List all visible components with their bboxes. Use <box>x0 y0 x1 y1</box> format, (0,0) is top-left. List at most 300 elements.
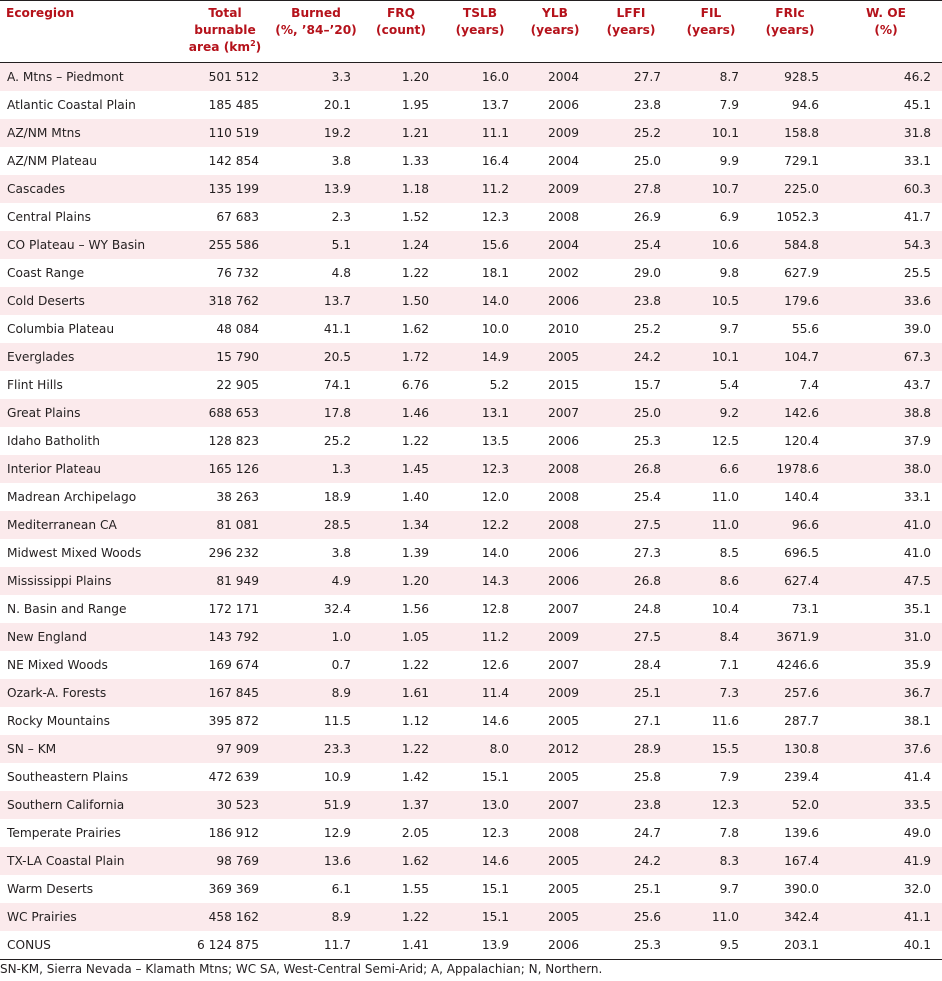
cell-fil: 10.7 <box>672 175 750 203</box>
cell-frq: 1.33 <box>362 147 440 175</box>
cell-ylb: 2009 <box>520 175 590 203</box>
cell-lffi: 25.2 <box>590 315 672 343</box>
cell-total-burnable-area: 30 523 <box>180 791 270 819</box>
cell-fil: 8.6 <box>672 567 750 595</box>
cell-ylb: 2005 <box>520 343 590 371</box>
column-header-line: FRQ <box>386 6 416 20</box>
column-header-w-oe <box>830 1 942 63</box>
cell-fil: 10.5 <box>672 287 750 315</box>
cell-fric: 627.9 <box>750 259 830 287</box>
cell-w-oe: 38.0 <box>830 455 942 483</box>
cell-burned-percent: 6.1 <box>270 875 362 903</box>
cell-fric: 139.6 <box>750 819 830 847</box>
cell-fil: 8.5 <box>672 539 750 567</box>
column-header-line: (years) <box>765 23 815 37</box>
cell-ecoregion: Cascades <box>0 175 180 203</box>
cell-w-oe: 32.0 <box>830 875 942 903</box>
cell-ylb: 2005 <box>520 763 590 791</box>
cell-ylb: 2008 <box>520 819 590 847</box>
cell-ecoregion: AZ/NM Plateau <box>0 147 180 175</box>
column-header-line: Total <box>208 6 242 20</box>
cell-fil: 9.2 <box>672 399 750 427</box>
cell-frq: 1.20 <box>362 63 440 92</box>
cell-w-oe: 43.7 <box>830 371 942 399</box>
table-row <box>0 623 942 651</box>
cell-tslb: 15.1 <box>440 763 520 791</box>
column-header-superscript: 2 <box>250 38 256 48</box>
cell-total-burnable-area: 143 792 <box>180 623 270 651</box>
table-body <box>0 63 942 960</box>
cell-fil: 11.0 <box>672 483 750 511</box>
column-header-line: (%) <box>874 23 898 37</box>
cell-w-oe: 38.1 <box>830 707 942 735</box>
cell-ylb: 2009 <box>520 679 590 707</box>
cell-fil: 15.5 <box>672 735 750 763</box>
cell-frq: 1.45 <box>362 455 440 483</box>
cell-frq: 1.41 <box>362 931 440 960</box>
cell-tslb: 12.3 <box>440 203 520 231</box>
cell-burned-percent: 8.9 <box>270 903 362 931</box>
cell-fric: 167.4 <box>750 847 830 875</box>
cell-fric: 225.0 <box>750 175 830 203</box>
cell-ylb: 2015 <box>520 371 590 399</box>
cell-fric: 142.6 <box>750 399 830 427</box>
table-row <box>0 455 942 483</box>
cell-w-oe: 33.1 <box>830 483 942 511</box>
column-header-line: LFFI <box>616 6 646 20</box>
cell-fric: 729.1 <box>750 147 830 175</box>
cell-frq: 1.39 <box>362 539 440 567</box>
cell-lffi: 24.2 <box>590 847 672 875</box>
cell-lffi: 24.7 <box>590 819 672 847</box>
cell-ecoregion: Great Plains <box>0 399 180 427</box>
cell-burned-percent: 20.5 <box>270 343 362 371</box>
cell-tslb: 13.9 <box>440 931 520 960</box>
column-header-ecoregion <box>0 1 180 63</box>
column-header-frq <box>362 1 440 63</box>
cell-ylb: 2002 <box>520 259 590 287</box>
cell-ylb: 2006 <box>520 91 590 119</box>
column-header-total-burnable-area <box>180 1 270 63</box>
cell-ylb: 2008 <box>520 483 590 511</box>
cell-fric: 94.6 <box>750 91 830 119</box>
column-header-line: burnable <box>194 23 256 37</box>
cell-tslb: 11.1 <box>440 119 520 147</box>
column-header-line: YLB <box>542 6 568 20</box>
cell-fric: 158.8 <box>750 119 830 147</box>
cell-ylb: 2008 <box>520 511 590 539</box>
cell-tslb: 14.3 <box>440 567 520 595</box>
cell-total-burnable-area: 81 081 <box>180 511 270 539</box>
cell-ylb: 2006 <box>520 539 590 567</box>
cell-tslb: 5.2 <box>440 371 520 399</box>
cell-w-oe: 47.5 <box>830 567 942 595</box>
cell-lffi: 15.7 <box>590 371 672 399</box>
cell-fric: 342.4 <box>750 903 830 931</box>
column-header-line: Burned <box>291 6 341 20</box>
cell-burned-percent: 13.9 <box>270 175 362 203</box>
cell-tslb: 12.8 <box>440 595 520 623</box>
cell-w-oe: 45.1 <box>830 91 942 119</box>
cell-total-burnable-area: 501 512 <box>180 63 270 92</box>
cell-frq: 1.22 <box>362 651 440 679</box>
cell-lffi: 27.8 <box>590 175 672 203</box>
cell-burned-percent: 4.9 <box>270 567 362 595</box>
table-row <box>0 903 942 931</box>
cell-w-oe: 41.9 <box>830 847 942 875</box>
cell-frq: 1.46 <box>362 399 440 427</box>
cell-ecoregion: Mediterranean CA <box>0 511 180 539</box>
cell-frq: 1.12 <box>362 707 440 735</box>
table-row <box>0 679 942 707</box>
cell-total-burnable-area: 110 519 <box>180 119 270 147</box>
cell-fil: 7.9 <box>672 763 750 791</box>
cell-tslb: 12.3 <box>440 819 520 847</box>
table-row <box>0 707 942 735</box>
cell-ecoregion: CO Plateau – WY Basin <box>0 231 180 259</box>
cell-ylb: 2005 <box>520 847 590 875</box>
cell-ylb: 2005 <box>520 707 590 735</box>
cell-fric: 4246.6 <box>750 651 830 679</box>
cell-total-burnable-area: 167 845 <box>180 679 270 707</box>
cell-tslb: 14.0 <box>440 287 520 315</box>
cell-burned-percent: 3.8 <box>270 147 362 175</box>
cell-ylb: 2006 <box>520 427 590 455</box>
cell-tslb: 11.2 <box>440 175 520 203</box>
cell-total-burnable-area: 318 762 <box>180 287 270 315</box>
column-header-suffix: ) <box>255 40 262 54</box>
cell-frq: 1.24 <box>362 231 440 259</box>
cell-frq: 1.21 <box>362 119 440 147</box>
column-header-line: Ecoregion <box>6 6 75 20</box>
cell-fric: 287.7 <box>750 707 830 735</box>
cell-ecoregion: WC Prairies <box>0 903 180 931</box>
cell-fric: 120.4 <box>750 427 830 455</box>
cell-fil: 9.7 <box>672 315 750 343</box>
cell-lffi: 25.0 <box>590 147 672 175</box>
column-header-line: (count) <box>376 23 426 37</box>
table-row <box>0 203 942 231</box>
cell-ylb: 2008 <box>520 203 590 231</box>
cell-tslb: 14.6 <box>440 847 520 875</box>
cell-lffi: 25.0 <box>590 399 672 427</box>
cell-tslb: 12.0 <box>440 483 520 511</box>
cell-ecoregion: Atlantic Coastal Plain <box>0 91 180 119</box>
column-header-line: (years) <box>455 23 505 37</box>
cell-tslb: 10.0 <box>440 315 520 343</box>
cell-lffi: 28.9 <box>590 735 672 763</box>
cell-ylb: 2008 <box>520 455 590 483</box>
cell-total-burnable-area: 165 126 <box>180 455 270 483</box>
cell-lffi: 26.9 <box>590 203 672 231</box>
cell-fric: 96.6 <box>750 511 830 539</box>
cell-w-oe: 38.8 <box>830 399 942 427</box>
cell-ecoregion: Southern California <box>0 791 180 819</box>
cell-total-burnable-area: 169 674 <box>180 651 270 679</box>
cell-w-oe: 40.1 <box>830 931 942 960</box>
cell-lffi: 26.8 <box>590 455 672 483</box>
cell-fric: 130.8 <box>750 735 830 763</box>
cell-total-burnable-area: 369 369 <box>180 875 270 903</box>
cell-lffi: 25.2 <box>590 119 672 147</box>
cell-ylb: 2010 <box>520 315 590 343</box>
cell-tslb: 11.2 <box>440 623 520 651</box>
cell-total-burnable-area: 15 790 <box>180 343 270 371</box>
table-row <box>0 847 942 875</box>
table-row <box>0 539 942 567</box>
cell-ylb: 2012 <box>520 735 590 763</box>
table-row <box>0 595 942 623</box>
table-row <box>0 763 942 791</box>
cell-ecoregion: N. Basin and Range <box>0 595 180 623</box>
cell-ylb: 2006 <box>520 287 590 315</box>
table-row <box>0 651 942 679</box>
cell-fil: 8.7 <box>672 63 750 92</box>
column-header-line: (years) <box>606 23 656 37</box>
cell-total-burnable-area: 185 485 <box>180 91 270 119</box>
cell-w-oe: 36.7 <box>830 679 942 707</box>
column-header-line: (%, ’84–’20) <box>275 23 357 37</box>
cell-lffi: 23.8 <box>590 791 672 819</box>
column-header-line: (years) <box>686 23 736 37</box>
cell-frq: 6.76 <box>362 371 440 399</box>
cell-tslb: 14.6 <box>440 707 520 735</box>
cell-fil: 9.9 <box>672 147 750 175</box>
cell-burned-percent: 11.5 <box>270 707 362 735</box>
cell-fric: 696.5 <box>750 539 830 567</box>
cell-total-burnable-area: 255 586 <box>180 231 270 259</box>
column-header-burned-percent <box>270 1 362 63</box>
cell-ecoregion: Warm Deserts <box>0 875 180 903</box>
table-row <box>0 147 942 175</box>
cell-frq: 1.22 <box>362 259 440 287</box>
column-header-tslb <box>440 1 520 63</box>
table-row <box>0 483 942 511</box>
table-row <box>0 91 942 119</box>
cell-fric: 390.0 <box>750 875 830 903</box>
cell-total-burnable-area: 48 084 <box>180 315 270 343</box>
cell-frq: 1.20 <box>362 567 440 595</box>
cell-ylb: 2005 <box>520 875 590 903</box>
cell-fil: 7.1 <box>672 651 750 679</box>
cell-ecoregion: Rocky Mountains <box>0 707 180 735</box>
cell-fil: 6.9 <box>672 203 750 231</box>
cell-fil: 9.8 <box>672 259 750 287</box>
cell-ylb: 2009 <box>520 119 590 147</box>
cell-ecoregion: Columbia Plateau <box>0 315 180 343</box>
cell-total-burnable-area: 296 232 <box>180 539 270 567</box>
table-row <box>0 231 942 259</box>
cell-lffi: 25.3 <box>590 931 672 960</box>
cell-fric: 3671.9 <box>750 623 830 651</box>
cell-tslb: 12.3 <box>440 455 520 483</box>
cell-fil: 10.4 <box>672 595 750 623</box>
cell-frq: 1.62 <box>362 847 440 875</box>
cell-tslb: 16.0 <box>440 63 520 92</box>
cell-w-oe: 31.8 <box>830 119 942 147</box>
cell-total-burnable-area: 395 872 <box>180 707 270 735</box>
cell-frq: 1.52 <box>362 203 440 231</box>
cell-tslb: 14.9 <box>440 343 520 371</box>
cell-frq: 2.05 <box>362 819 440 847</box>
cell-burned-percent: 11.7 <box>270 931 362 960</box>
cell-fil: 10.1 <box>672 343 750 371</box>
cell-w-oe: 67.3 <box>830 343 942 371</box>
cell-lffi: 27.3 <box>590 539 672 567</box>
cell-w-oe: 37.9 <box>830 427 942 455</box>
cell-tslb: 15.1 <box>440 903 520 931</box>
cell-total-burnable-area: 38 263 <box>180 483 270 511</box>
cell-total-burnable-area: 135 199 <box>180 175 270 203</box>
column-header-line: area (km <box>188 40 251 54</box>
cell-tslb: 11.4 <box>440 679 520 707</box>
cell-ecoregion: NE Mixed Woods <box>0 651 180 679</box>
cell-tslb: 12.6 <box>440 651 520 679</box>
cell-total-burnable-area: 76 732 <box>180 259 270 287</box>
cell-w-oe: 41.7 <box>830 203 942 231</box>
cell-tslb: 12.2 <box>440 511 520 539</box>
cell-total-burnable-area: 81 949 <box>180 567 270 595</box>
cell-lffi: 25.6 <box>590 903 672 931</box>
cell-burned-percent: 18.9 <box>270 483 362 511</box>
table-row <box>0 819 942 847</box>
cell-fric: 627.4 <box>750 567 830 595</box>
column-header-ylb <box>520 1 590 63</box>
cell-lffi: 27.7 <box>590 63 672 92</box>
cell-burned-percent: 19.2 <box>270 119 362 147</box>
cell-burned-percent: 13.6 <box>270 847 362 875</box>
cell-total-burnable-area: 6 124 875 <box>180 931 270 960</box>
cell-lffi: 27.5 <box>590 623 672 651</box>
cell-lffi: 24.2 <box>590 343 672 371</box>
table-row <box>0 287 942 315</box>
table-row <box>0 119 942 147</box>
cell-tslb: 15.6 <box>440 231 520 259</box>
table-row <box>0 511 942 539</box>
cell-burned-percent: 51.9 <box>270 791 362 819</box>
cell-lffi: 23.8 <box>590 91 672 119</box>
cell-fil: 10.6 <box>672 231 750 259</box>
cell-fric: 928.5 <box>750 63 830 92</box>
cell-tslb: 8.0 <box>440 735 520 763</box>
cell-w-oe: 25.5 <box>830 259 942 287</box>
table-row <box>0 427 942 455</box>
cell-fric: 257.6 <box>750 679 830 707</box>
cell-ecoregion: TX-LA Coastal Plain <box>0 847 180 875</box>
cell-ecoregion: Temperate Prairies <box>0 819 180 847</box>
cell-fric: 52.0 <box>750 791 830 819</box>
cell-w-oe: 41.1 <box>830 903 942 931</box>
cell-fil: 12.5 <box>672 427 750 455</box>
cell-total-burnable-area: 472 639 <box>180 763 270 791</box>
cell-burned-percent: 8.9 <box>270 679 362 707</box>
table-row <box>0 735 942 763</box>
cell-total-burnable-area: 172 171 <box>180 595 270 623</box>
cell-burned-percent: 10.9 <box>270 763 362 791</box>
cell-fil: 12.3 <box>672 791 750 819</box>
cell-burned-percent: 28.5 <box>270 511 362 539</box>
cell-lffi: 27.5 <box>590 511 672 539</box>
cell-frq: 1.61 <box>362 679 440 707</box>
cell-total-burnable-area: 142 854 <box>180 147 270 175</box>
cell-tslb: 13.1 <box>440 399 520 427</box>
cell-ecoregion: Flint Hills <box>0 371 180 399</box>
cell-burned-percent: 1.0 <box>270 623 362 651</box>
cell-fil: 8.3 <box>672 847 750 875</box>
table-row <box>0 791 942 819</box>
cell-total-burnable-area: 67 683 <box>180 203 270 231</box>
cell-fil: 5.4 <box>672 371 750 399</box>
column-header-line: W. OE <box>865 6 906 20</box>
cell-ylb: 2006 <box>520 931 590 960</box>
table-row <box>0 931 942 960</box>
cell-tslb: 18.1 <box>440 259 520 287</box>
cell-frq: 1.22 <box>362 735 440 763</box>
cell-burned-percent: 4.8 <box>270 259 362 287</box>
cell-fric: 140.4 <box>750 483 830 511</box>
column-header-line: FIL <box>700 6 722 20</box>
cell-ylb: 2007 <box>520 399 590 427</box>
cell-frq: 1.42 <box>362 763 440 791</box>
cell-lffi: 23.8 <box>590 287 672 315</box>
column-header-line: TSLB <box>462 6 498 20</box>
cell-frq: 1.50 <box>362 287 440 315</box>
cell-w-oe: 46.2 <box>830 63 942 92</box>
column-header-line: (years) <box>530 23 580 37</box>
cell-total-burnable-area: 97 909 <box>180 735 270 763</box>
cell-lffi: 25.1 <box>590 875 672 903</box>
cell-burned-percent: 41.1 <box>270 315 362 343</box>
cell-ecoregion: Idaho Batholith <box>0 427 180 455</box>
table-row <box>0 875 942 903</box>
cell-w-oe: 33.6 <box>830 287 942 315</box>
cell-frq: 1.22 <box>362 903 440 931</box>
cell-ylb: 2007 <box>520 651 590 679</box>
cell-lffi: 27.1 <box>590 707 672 735</box>
column-header-lffi <box>590 1 672 63</box>
table-header <box>0 1 942 63</box>
table-row <box>0 315 942 343</box>
table-row <box>0 63 942 92</box>
cell-burned-percent: 3.8 <box>270 539 362 567</box>
cell-tslb: 15.1 <box>440 875 520 903</box>
cell-w-oe: 35.9 <box>830 651 942 679</box>
cell-tslb: 13.7 <box>440 91 520 119</box>
cell-ecoregion: Everglades <box>0 343 180 371</box>
cell-frq: 1.95 <box>362 91 440 119</box>
cell-burned-percent: 20.1 <box>270 91 362 119</box>
cell-ylb: 2004 <box>520 147 590 175</box>
cell-w-oe: 49.0 <box>830 819 942 847</box>
cell-fric: 1052.3 <box>750 203 830 231</box>
cell-fil: 11.0 <box>672 903 750 931</box>
cell-w-oe: 54.3 <box>830 231 942 259</box>
cell-fric: 239.4 <box>750 763 830 791</box>
cell-fric: 73.1 <box>750 595 830 623</box>
cell-ecoregion: Madrean Archipelago <box>0 483 180 511</box>
cell-lffi: 25.3 <box>590 427 672 455</box>
cell-ecoregion: Coast Range <box>0 259 180 287</box>
cell-fric: 584.8 <box>750 231 830 259</box>
cell-tslb: 13.0 <box>440 791 520 819</box>
cell-ecoregion: CONUS <box>0 931 180 960</box>
cell-ecoregion: Southeastern Plains <box>0 763 180 791</box>
cell-ecoregion: Central Plains <box>0 203 180 231</box>
cell-total-burnable-area: 186 912 <box>180 819 270 847</box>
cell-w-oe: 41.4 <box>830 763 942 791</box>
table-row <box>0 175 942 203</box>
cell-w-oe: 31.0 <box>830 623 942 651</box>
